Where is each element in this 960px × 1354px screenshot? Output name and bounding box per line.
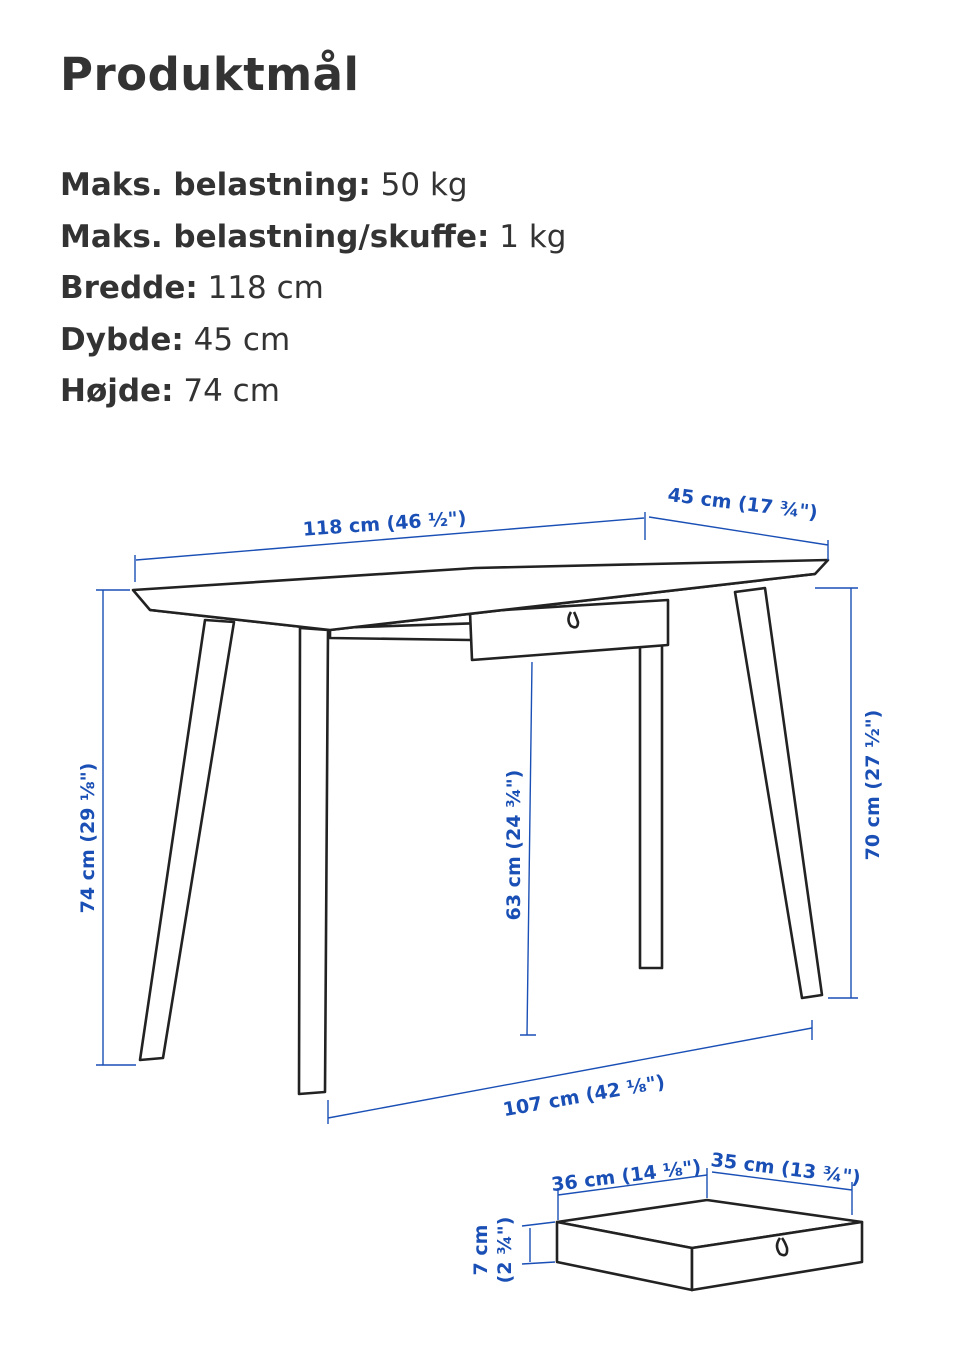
spec-label: Dybde: <box>60 321 184 358</box>
width-label: 118 cm (46 ½") <box>302 507 468 541</box>
drawer-height-in-label: (2 ¾") <box>494 1216 516 1284</box>
clearance-label: 63 cm (24 ¾") <box>503 769 525 921</box>
depth-label: 45 cm (17 ¾") <box>666 483 819 525</box>
height-label: 74 cm (29 ⅛") <box>77 762 99 914</box>
spec-label: Bredde: <box>60 270 198 306</box>
drawer-width-label: 36 cm (14 ⅛") <box>550 1155 703 1197</box>
drawer-depth-label: 35 cm (13 ¾") <box>709 1148 862 1190</box>
between-legs-label: 107 cm (42 ⅛") <box>501 1071 667 1122</box>
spec-label: Maks. belastning: <box>60 167 371 203</box>
spec-label: Højde: <box>60 373 174 409</box>
spec-label: Maks. belastning/skuffe: <box>60 218 490 255</box>
spec-value: 45 cm <box>193 321 291 358</box>
spec-value: 50 kg <box>380 167 468 203</box>
front-leg-middle <box>299 628 328 1094</box>
drawer-height-cm-label: 7 cm <box>470 1224 492 1276</box>
back-leg-right <box>735 588 822 998</box>
spec-value: 74 cm <box>183 373 280 409</box>
back-leg-middle <box>640 640 662 968</box>
drawer-detail <box>557 1200 862 1290</box>
spec-value: 1 kg <box>499 218 567 255</box>
height-under-top-label: 70 cm (27 ½") <box>862 709 884 861</box>
page-title: Produktmål <box>60 48 360 101</box>
front-leg-left <box>140 620 234 1060</box>
spec-value: 118 cm <box>207 270 324 306</box>
